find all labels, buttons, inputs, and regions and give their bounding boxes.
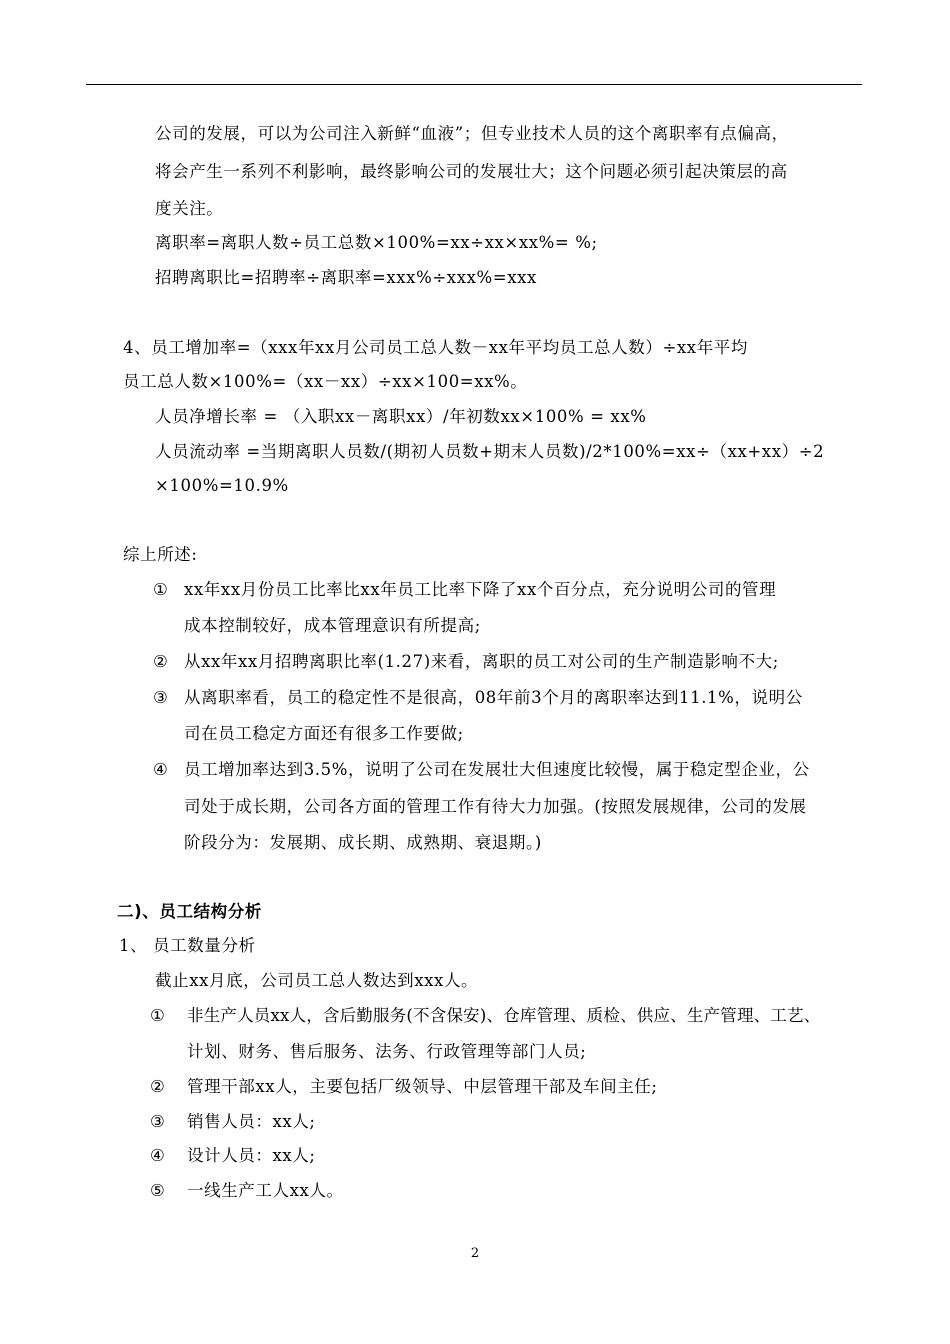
staff-mark: ② (150, 1077, 166, 1096)
summary-item-line: 员工增加率达到3.5%，说明了公司在发展壮大但速度比较慢，属于稳定型企业，公 (184, 760, 810, 779)
staff-item-line: 销售人员：xx人; (187, 1112, 316, 1131)
formula-flow-rate: 人员流动率 =当期离职人员数/(期初人员数+期末人员数)/2*100%=xx÷（xx+xx）÷2 (155, 442, 825, 461)
total-staff-line: 截止xx月底，公司员工总人数达到xxx人。 (155, 971, 479, 990)
summary-item-line: xx年xx月份员工比率比xx年员工比率下降了xx个百分点，充分说明公司的管理 (184, 580, 777, 599)
item4-line: 4、员工增加率=（xxx年xx月公司员工总人数－xx年平均员工总人数）÷xx年平均 (123, 338, 748, 357)
item4-line: 员工总人数×100%=（xx－xx）÷xx×100=xx%。 (123, 372, 528, 391)
summary-item-line: 司处于成长期，公司各方面的管理工作有待大力加强。(按照发展规律，公司的发展 (184, 797, 807, 816)
staff-mark: ④ (150, 1146, 166, 1165)
staff-item-line: 设计人员：xx人; (187, 1146, 316, 1165)
staff-item-line: 一线生产工人xx人。 (187, 1181, 344, 1200)
section-heading: 二)、员工结构分析 (117, 902, 262, 921)
staff-item-line: 计划、财务、售后服务、法务、行政管理等部门人员; (187, 1042, 587, 1061)
summary-mark: ③ (153, 688, 169, 707)
paragraph-line: 将会产生一系列不利影响，最终影响公司的发展壮大；这个问题必须引起决策层的高 (155, 162, 788, 181)
summary-heading: 综上所述: (123, 545, 198, 564)
paragraph-line: 度关注。 (155, 199, 224, 218)
staff-mark: ③ (150, 1112, 166, 1131)
staff-item-line: 非生产人员xx人，含后勤服务(不含保安)、仓库管理、质检、供应、生产管理、工艺、 (187, 1006, 821, 1025)
staff-mark: ① (150, 1006, 166, 1025)
summary-item-line: 从离职率看，员工的稳定性不是很高，08年前3个月的离职率达到11.1%，说明公 (184, 688, 803, 707)
page-number: 2 (470, 1246, 480, 1261)
header-rule (86, 84, 862, 85)
staff-item-line: 管理干部xx人，主要包括厂级领导、中层管理干部及车间主任; (187, 1077, 658, 1096)
summary-mark: ④ (153, 760, 169, 779)
subsection-heading: 1、 员工数量分析 (119, 936, 256, 955)
paragraph-line: 公司的发展，可以为公司注入新鲜“血液”；但专业技术人员的这个离职率有点偏高， (155, 124, 789, 143)
summary-item-line: 司在员工稳定方面还有很多工作要做; (184, 724, 464, 743)
formula-turnover-rate: 离职率=离职人数÷员工总数×100%=xx÷xx×xx%= %; (155, 233, 598, 252)
formula-net-growth: 人员净增长率 = （入职xx－离职xx）/年初数xx×100% = xx% (155, 407, 647, 426)
summary-item-line: 成本控制较好，成本管理意识有所提高; (184, 616, 481, 635)
staff-mark: ⑤ (150, 1181, 166, 1200)
formula-recruit-ratio: 招聘离职比=招聘率÷离职率=xxx%÷xxx%=xxx (155, 268, 537, 287)
summary-mark: ① (153, 580, 169, 599)
formula-flow-rate-cont: ×100%=10.9% (155, 476, 289, 495)
summary-item-line: 从xx年xx月招聘离职比率(1.27)来看，离职的员工对公司的生产制造影响不大; (184, 652, 779, 671)
summary-item-line: 阶段分为：发展期、成长期、成熟期、衰退期。) (184, 833, 542, 852)
summary-mark: ② (153, 652, 169, 671)
